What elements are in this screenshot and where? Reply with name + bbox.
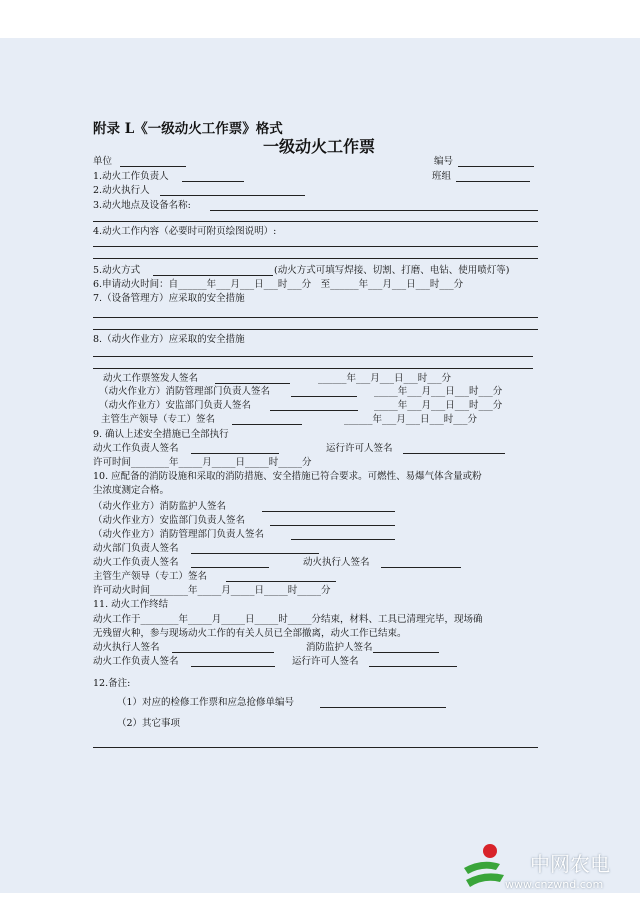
section-12-title: 12.备注: bbox=[93, 678, 131, 689]
s10-work-leader-label: 动火工作负责人签名 bbox=[93, 557, 179, 568]
field-3-input[interactable] bbox=[210, 210, 538, 211]
s10-fire-monitor-field[interactable] bbox=[262, 511, 395, 512]
s12-item-2: （2）其它事项 bbox=[117, 718, 181, 729]
s10-fire-head-label: （动火作业方）消防管理部门负责人签名 bbox=[93, 529, 265, 540]
s10-dept-head-label: 动火部门负责人签名 bbox=[93, 543, 179, 554]
form-title: 一级动火工作票 bbox=[263, 137, 376, 156]
chief-time: ______年___月___日___时___分 bbox=[344, 414, 478, 425]
field-2-input[interactable] bbox=[160, 195, 305, 196]
s11-permit-label: 运行许可人签名 bbox=[292, 656, 359, 667]
unit-label: 单位 bbox=[93, 156, 113, 167]
field-4-input-line2[interactable] bbox=[93, 258, 538, 259]
s11-leader-field[interactable] bbox=[191, 666, 275, 667]
watermark-url: www.cnzwnd.com bbox=[505, 878, 604, 891]
field-8-input-line1[interactable] bbox=[93, 356, 533, 357]
field-2-label: 2.动火执行人 bbox=[93, 185, 150, 196]
s11-leader-label: 动火工作负责人签名 bbox=[93, 656, 179, 667]
field-7-label: 7.（设备管理方）应采取的安全措施 bbox=[93, 293, 245, 304]
field-1-label: 1.动火工作负责人 bbox=[93, 171, 169, 182]
s10-dept-head-field[interactable] bbox=[191, 553, 319, 554]
field-4-input-line1[interactable] bbox=[93, 246, 538, 247]
s10-chief-label: 主管生产领导（专工）签名 bbox=[93, 571, 208, 582]
safety-time: _____年___月___日___时___分 bbox=[374, 400, 503, 411]
fire-mgmt-time: _____年___月___日___时___分 bbox=[374, 386, 503, 397]
s10-fire-monitor-label: （动火作业方）消防监护人签名 bbox=[93, 501, 227, 512]
appendix-title: 附录 L《一级动火工作票》格式 bbox=[93, 121, 283, 137]
section-9-title: 9. 确认上述安全措施已全部执行 bbox=[93, 429, 229, 440]
s11-executor-field[interactable] bbox=[172, 652, 274, 653]
s10-safety-head-label: （动火作业方）安监部门负责人签名 bbox=[93, 515, 246, 526]
field-4-label: 4.动火工作内容（必要时可附页绘图说明）: bbox=[93, 226, 277, 237]
s10-work-leader-field[interactable] bbox=[191, 567, 269, 568]
bottom-margin bbox=[0, 893, 640, 905]
chief-signature-label: 主管生产领导（专工）签名 bbox=[101, 414, 216, 425]
field-7-input-line2[interactable] bbox=[93, 329, 538, 330]
field-3-label: 3.动火地点及设备名称: bbox=[93, 200, 191, 211]
s10-fire-head-field[interactable] bbox=[291, 539, 395, 540]
s11-monitor-field[interactable] bbox=[373, 652, 439, 653]
number-label: 编号 bbox=[434, 156, 454, 167]
section-10-line2: 尘浓度测定合格。 bbox=[93, 485, 170, 496]
s9-permit-field[interactable] bbox=[403, 453, 505, 454]
s12-item-2-field[interactable] bbox=[93, 747, 538, 748]
s10-safety-head-field[interactable] bbox=[270, 525, 395, 526]
s10-chief-field[interactable] bbox=[226, 581, 336, 582]
issuer-time: ______年___月___日___时___分 bbox=[318, 373, 452, 384]
field-1-input[interactable] bbox=[182, 181, 244, 182]
fire-mgmt-signature-field[interactable] bbox=[291, 396, 357, 397]
section-10-line1: 10. 应配备的消防设施和采取的消防措施、安全措施已符合要求。可燃性、易爆气体含量或粉 bbox=[93, 471, 482, 482]
number-field[interactable] bbox=[458, 166, 534, 167]
field-8-label: 8.（动火作业方）应采取的安全措施 bbox=[93, 334, 245, 345]
field-5-input[interactable] bbox=[153, 275, 273, 276]
s9-leader-label: 动火工作负责人签名 bbox=[93, 443, 179, 454]
fire-mgmt-signature-label: （动火作业方）消防管理部门负责人签名 bbox=[99, 386, 271, 397]
safety-signature-label: （动火作业方）安监部门负责人签名 bbox=[99, 400, 252, 411]
team-label: 班组 bbox=[432, 171, 452, 182]
section-11-title: 11. 动火工作终结 bbox=[93, 599, 169, 610]
s10-allow-time: 许可动火时间________年_____月_____日_____时_____分 bbox=[93, 585, 331, 596]
watermark-logo-icon bbox=[460, 842, 506, 892]
s11-monitor-label: 消防监护人签名 bbox=[306, 642, 373, 653]
section-11-line1: 动火工作于________年_____月_____日_____时_____分结束，材料、工具已清理完毕，现场确 bbox=[93, 614, 483, 625]
s9-leader-field[interactable] bbox=[191, 453, 279, 454]
s12-item-1: （1）对应的检修工作票和应急抢修单编号 bbox=[117, 697, 295, 708]
field-5-label: 5.动火方式 bbox=[93, 265, 141, 276]
s12-item-1-field[interactable] bbox=[320, 707, 446, 708]
s11-executor-label: 动火执行人签名 bbox=[93, 642, 160, 653]
field-3-input-line2[interactable] bbox=[93, 221, 538, 222]
section-11-line2: 无残留火种，参与现场动火工作的有关人员已全部撤离，动火工作已结束。 bbox=[93, 628, 407, 639]
issuer-signature-field[interactable] bbox=[215, 383, 290, 384]
field-8-input-line2[interactable] bbox=[93, 368, 533, 369]
watermark-name: 中网农电 bbox=[530, 852, 610, 876]
field-5-note: (动火方式可填写焊接、切割、打磨、电钻、使用喷灯等) bbox=[274, 265, 510, 276]
field-7-input-line1[interactable] bbox=[93, 317, 538, 318]
s11-permit-field[interactable] bbox=[369, 666, 457, 667]
s9-permit-time: 许可时间________年_____月_____日_____时_____分 bbox=[93, 457, 312, 468]
chief-signature-field[interactable] bbox=[232, 424, 302, 425]
s10-executor-field[interactable] bbox=[381, 567, 461, 568]
top-margin bbox=[0, 0, 640, 38]
safety-signature-field[interactable] bbox=[270, 410, 358, 411]
s10-executor-label: 动火执行人签名 bbox=[303, 557, 370, 568]
unit-field[interactable] bbox=[120, 166, 186, 167]
field-6-application-time: 6.申请动火时间：自______年___月___日___时___分 至______年___月___日___时___分 bbox=[93, 279, 464, 290]
team-field[interactable] bbox=[456, 181, 530, 182]
s9-permit-label: 运行许可人签名 bbox=[326, 443, 393, 454]
issuer-signature-label: 动火工作票签发人签名 bbox=[103, 373, 199, 384]
